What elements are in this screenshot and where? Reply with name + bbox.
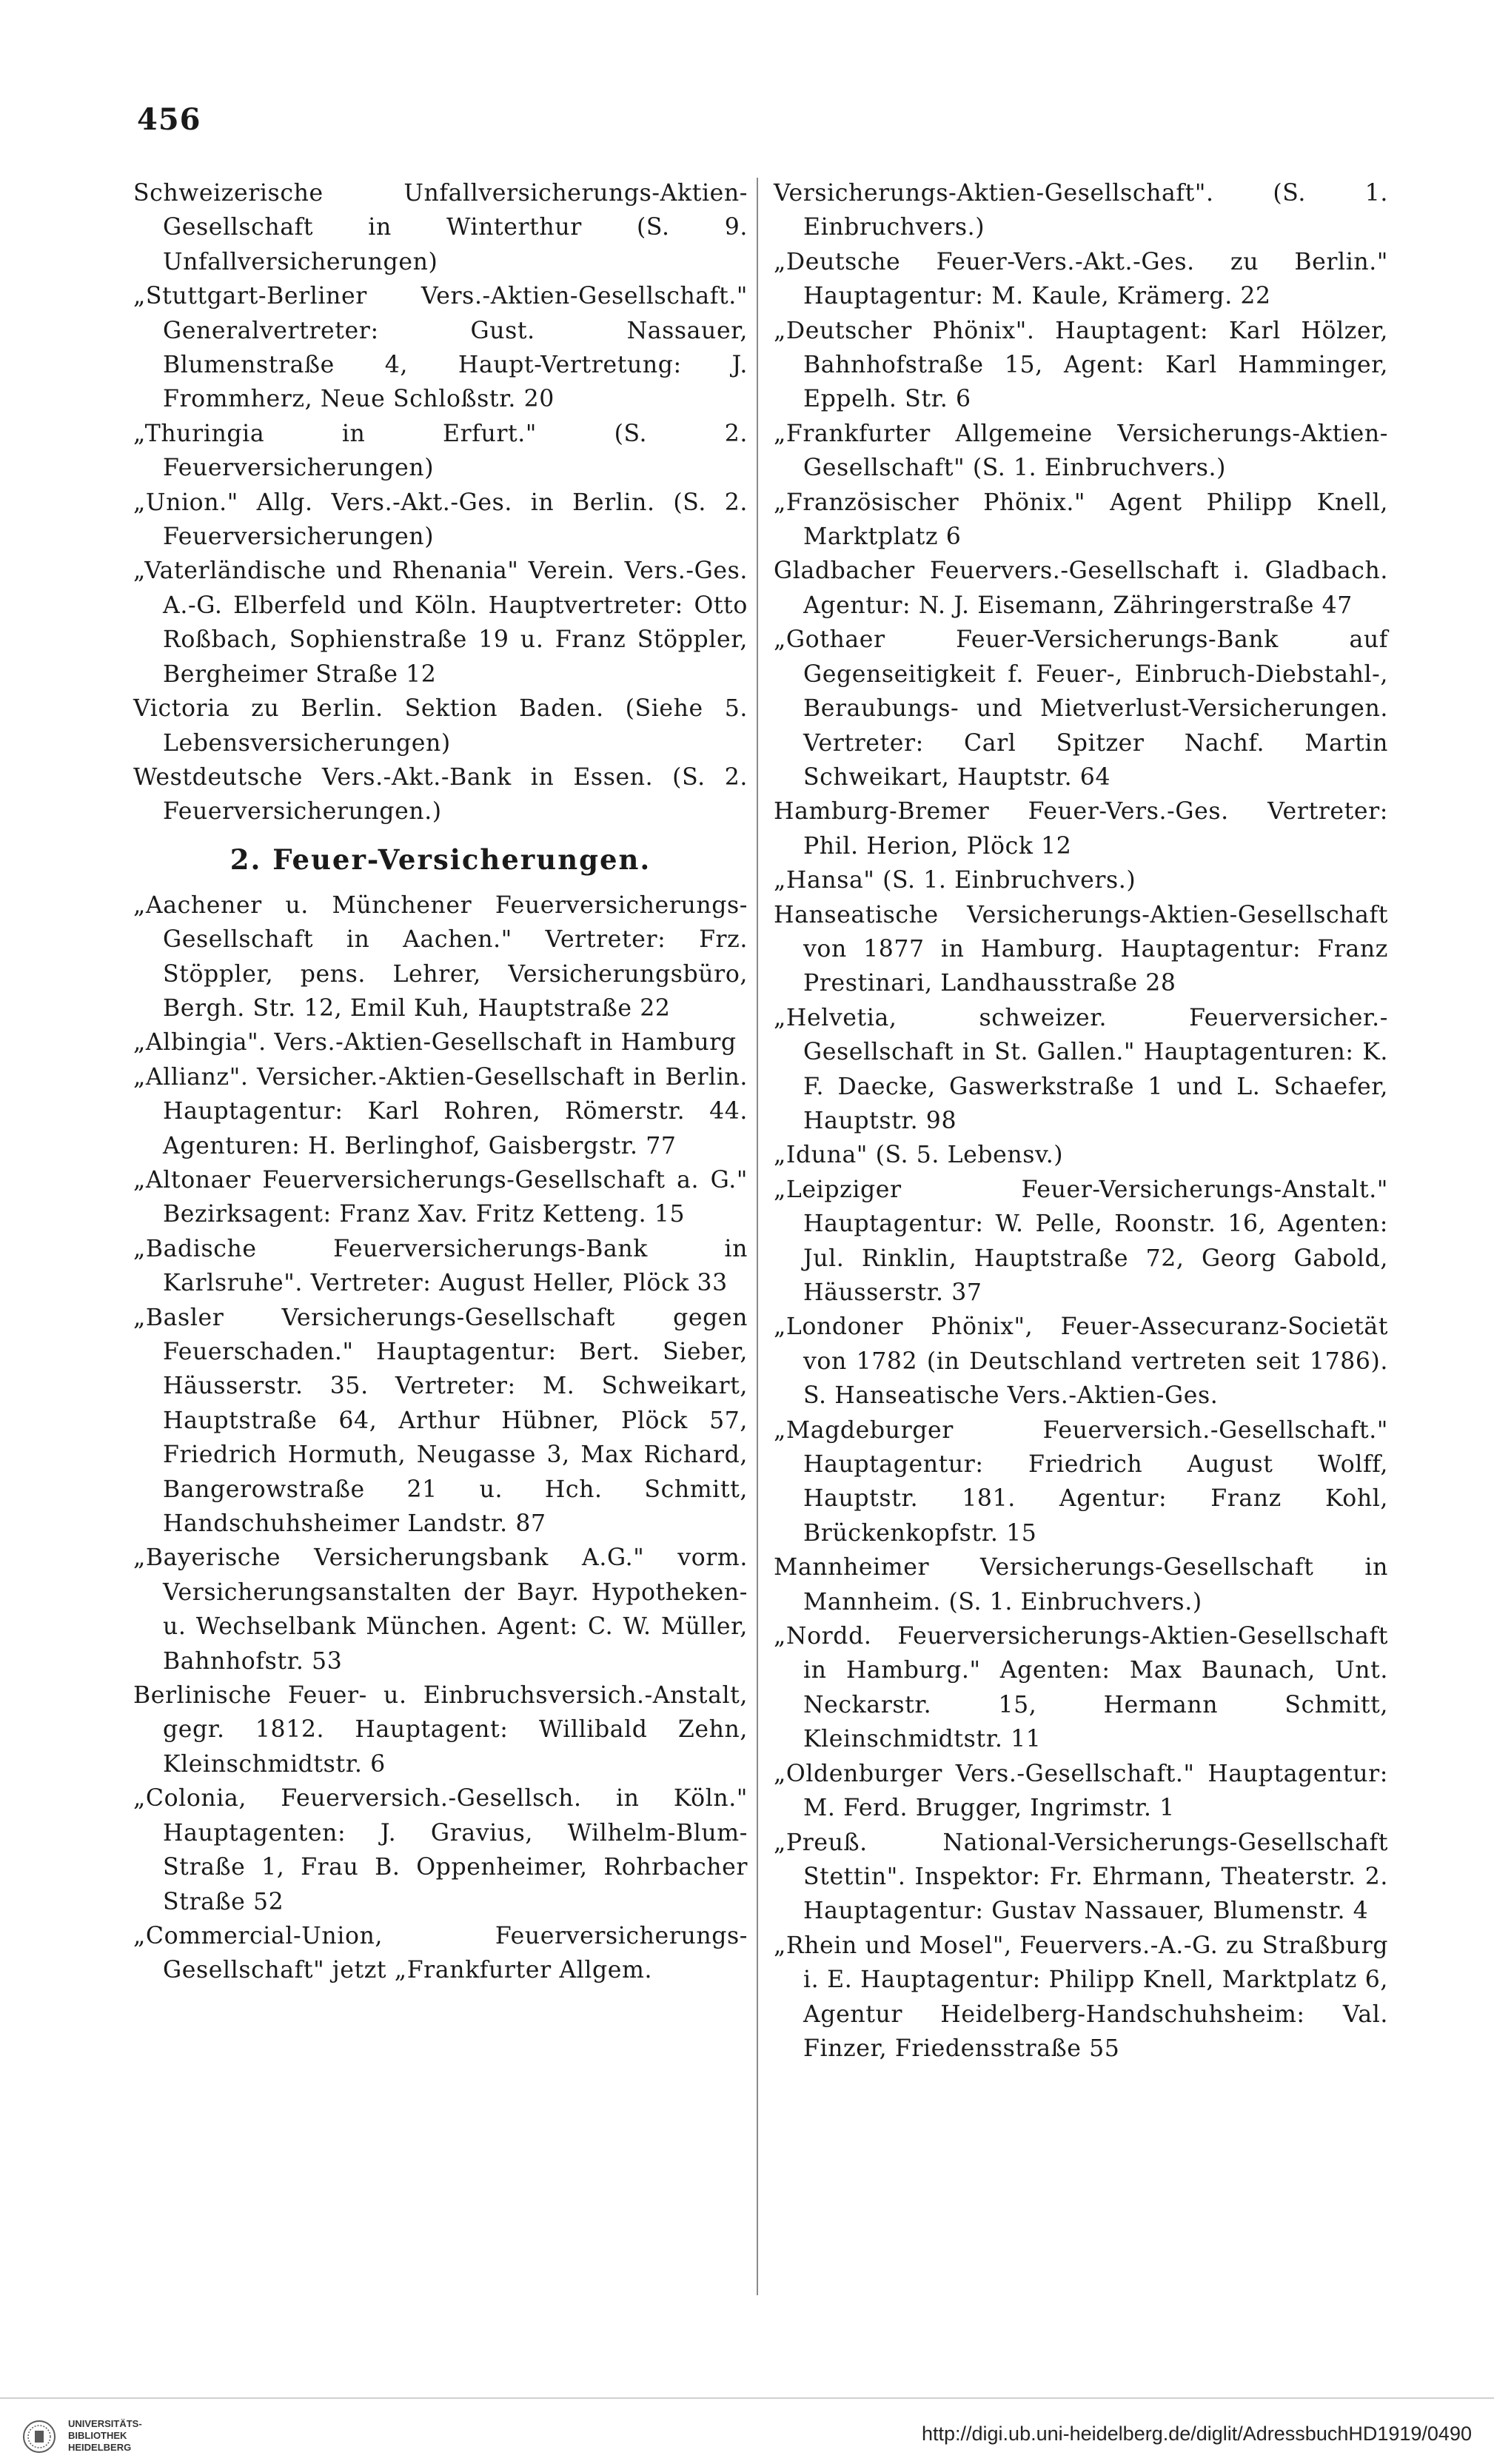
directory-entry: „Frankfurter Allgemeine Versicherungs-Aktien-Gesellschaft" (S. 1. Einbruchvers.): [774, 420, 1388, 482]
directory-entry: „Vaterländische und Rhenania" Verein. Vers.-Ges. A.-G. Elberfeld und Köln. Hauptvertreter: Otto Roßbach, Sophienstraße 19 u. Franz Stöppler, Bergheimer Straße 12: [133, 558, 748, 688]
left-column: [133, 176, 748, 1988]
directory-entry: „Deutscher Phönix". Hauptagent: Karl Hölzer, Bahnhofstraße 15, Agent: Karl Hamminger, Eppelh. Str. 6: [774, 317, 1388, 413]
page-number: 456: [137, 102, 201, 137]
footer-divider: [0, 2397, 1494, 2399]
directory-entry: „Basler Versicherungs-Gesellschaft gegen Feuerschaden." Hauptagentur: Bert. Sieber, Häusserstr. 35. Vertreter: M. Schweikart, Hauptstraße 64, Arthur Hübner, Plöck 57, Friedrich Hormuth, Neugasse 3, Max Richard, Bangerowstraße 21 u. Hch. Schmitt, Handschuhsheimer Landstr. 87: [133, 1304, 748, 1538]
source-url[interactable]: http://digi.ub.uni-heidelberg.de/diglit/AdressbuchHD1919/0490: [921, 2423, 1472, 2445]
directory-entry: „Bayerische Versicherungsbank A.G." vorm. Versicherungsanstalten der Bayr. Hypotheken- u. Wechselbank München. Agent: C. W. Müller, Bahnhofstr. 53: [133, 1544, 748, 1675]
directory-entry: „Französischer Phönix." Agent Philipp Knell, Marktplatz 6: [774, 489, 1388, 551]
library-name-line: HEIDELBERG: [68, 2442, 132, 2453]
column-divider: [757, 178, 758, 2295]
directory-entry: „Iduna" (S. 5. Lebensv.): [774, 1142, 1064, 1169]
directory-entry: Berlinische Feuer- u. Einbruchsversich.-Anstalt, gegr. 1812. Hauptagent: Willibald Zehn, Kleinschmidtstr. 6: [133, 1682, 748, 1778]
directory-entry: „Commercial-Union, Feuerversicherungs-Gesellschaft" jetzt „Frankfurter Allgem.: [133, 1922, 748, 1984]
directory-entry: Mannheimer Versicherungs-Gesellschaft in Mannheim. (S. 1. Einbruchvers.): [774, 1554, 1388, 1616]
directory-entry: „Oldenburger Vers.-Gesellschaft." Hauptagentur: M. Ferd. Brugger, Ingrimstr. 1: [774, 1760, 1388, 1822]
directory-entry: „Preuß. National-Versicherungs-Gesellschaft Stettin". Inspektor: Fr. Ehrmann, Theaterstr. 2. Hauptagentur: Gustav Nassauer, Blumenstr. 4: [774, 1829, 1388, 1925]
footer: [0, 2397, 1494, 2464]
directory-entry: „Aachener u. Münchener Feuerversicherungs-Gesellschaft in Aachen." Vertreter: Frz. Stöppler, pens. Lehrer, Versicherungsbüro, Bergh. Str. 12, Emil Kuh, Hauptstraße 22: [133, 891, 748, 1022]
directory-entry: Schweizerische Unfallversicherungs-Aktien-Gesellschaft in Winterthur (S. 9. Unfallversicherungen): [133, 180, 748, 275]
directory-entry: „Rhein und Mosel", Feuervers.-A.-G. zu Straßburg i. E. Hauptagentur: Philipp Knell, Marktplatz 6, Agentur Heidelberg-Handschuhsheim: Val. Finzer, Friedensstraße 55: [774, 1932, 1388, 2062]
directory-entry: „Altonaer Feuerversicherungs-Gesellschaft a. G." Bezirksagent: Franz Xav. Fritz Ketteng. 15: [133, 1166, 748, 1228]
library-name: [68, 2418, 231, 2454]
university-seal-icon: [22, 2420, 56, 2454]
directory-entry: „Colonia, Feuerversich.-Gesellsch. in Köln." Hauptagenten: J. Gravius, Wilhelm-Blum-Straße 1, Frau B. Oppenheimer, Rohrbacher Straße 52: [133, 1785, 748, 1915]
directory-entry: „Gothaer Feuer-Versicherungs-Bank auf Gegenseitigkeit f. Feuer-, Einbruch-Diebstahl-, Beraubungs- und Mietverlust-Versicherungen. Vertreter: Carl Spitzer Nachf. Martin Schweikart, Hauptstr. 64: [774, 626, 1388, 791]
library-name-line: UNIVERSITÄTS-: [68, 2418, 142, 2429]
directory-entry: „Nordd. Feuerversicherungs-Aktien-Gesellschaft in Hamburg." Agenten: Max Baunach, Unt. Neckarstr. 15, Hermann Schmitt, Kleinschmidtstr. 11: [774, 1623, 1388, 1753]
directory-entry: „Hansa" (S. 1. Einbruchvers.): [774, 867, 1136, 894]
library-name-line: BIBLIOTHEK: [68, 2430, 127, 2441]
right-entries: [774, 176, 1388, 2066]
directory-entry: Victoria zu Berlin. Sektion Baden. (Siehe 5. Lebensversicherungen): [133, 695, 748, 757]
directory-entry: Westdeutsche Vers.-Akt.-Bank in Essen. (S. 2. Feuerversicherungen.): [133, 763, 748, 826]
left-entries-after: [133, 888, 748, 1988]
directory-entry: „Helvetia, schweizer. Feuerversicher.-Gesellschaft in St. Gallen." Hauptagenturen: K. F. Daecke, Gaswerkstraße 1 und L. Schaefer, Hauptstr. 98: [774, 1004, 1388, 1134]
directory-entry: „Thuringia in Erfurt." (S. 2. Feuerversicherungen): [133, 420, 748, 482]
directory-entry: Hamburg-Bremer Feuer-Vers.-Ges. Vertreter: Phil. Herion, Plöck 12: [774, 798, 1388, 860]
directory-entry: Gladbacher Feuervers.-Gesellschaft i. Gladbach. Agentur: N. J. Eisemann, Zähringerstraße 47: [774, 558, 1388, 619]
directory-entry: Hanseatische Versicherungs-Aktien-Gesellschaft von 1877 in Hamburg. Hauptagentur: Franz Prestinari, Landhausstraße 28: [774, 901, 1388, 997]
section-heading: 2. Feuer-Versicherungen.: [230, 843, 651, 876]
directory-entry: „Deutsche Feuer-Vers.-Akt.-Ges. zu Berlin." Hauptagentur: M. Kaule, Krämerg. 22: [774, 248, 1388, 310]
directory-entry: „Allianz". Versicher.-Aktien-Gesellschaft in Berlin. Hauptagentur: Karl Rohren, Römerstr. 44. Agenturen: H. Berlinghof, Gaisbergstr. 77: [133, 1063, 748, 1159]
directory-entry: „Londoner Phönix", Feuer-Assecuranz-Societät von 1782 (in Deutschland vertreten seit 1786). S. Hanseatische Vers.-Aktien-Ges.: [774, 1313, 1388, 1410]
directory-entry: „Albingia". Vers.-Aktien-Gesellschaft in Hamburg: [133, 1029, 737, 1057]
directory-entry: „Union." Allg. Vers.-Akt.-Ges. in Berlin. (S. 2. Feuerversicherungen): [133, 489, 748, 551]
left-entries-before: [133, 176, 748, 829]
directory-entry: Versicherungs-Aktien-Gesellschaft". (S. 1. Einbruchvers.): [774, 180, 1388, 241]
directory-entry: „Badische Feuerversicherungs-Bank in Karlsruhe". Vertreter: August Heller, Plöck 33: [133, 1235, 748, 1297]
right-column: [774, 176, 1388, 2066]
directory-entry: „Leipziger Feuer-Versicherungs-Anstalt." Hauptagentur: W. Pelle, Roonstr. 16, Agenten: Jul. Rinklin, Hauptstraße 72, Georg Gabold, Häusserstr. 37: [774, 1176, 1388, 1306]
directory-entry: „Stuttgart-Berliner Vers.-Aktien-Gesellschaft." Generalvertreter: Gust. Nassauer, Blumenstraße 4, Haupt-Vertretung: J. Frommherz, Neue Schloßstr. 20: [133, 283, 748, 413]
directory-entry: „Magdeburger Feuerversich.-Gesellschaft." Hauptagentur: Friedrich August Wolff, Hauptstr. 181. Agentur: Franz Kohl, Brückenkopfstr. 15: [774, 1416, 1388, 1547]
